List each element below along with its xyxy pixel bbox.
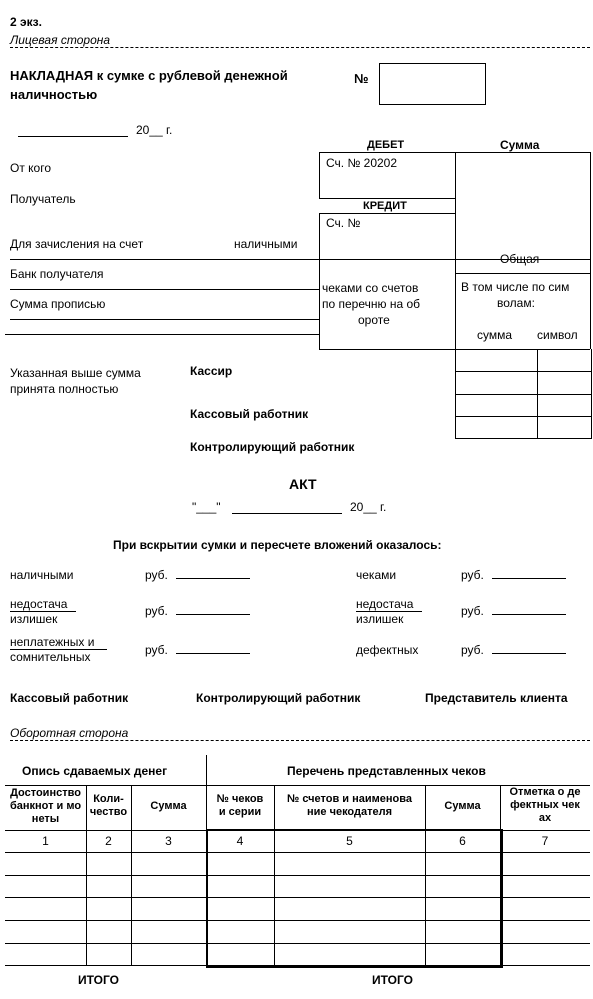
act-rub-1: руб.	[145, 568, 168, 582]
money-inventory-heading: Опись сдаваемых денег	[22, 764, 168, 778]
checks-list-heading: Перечень представленных чеков	[287, 764, 486, 778]
credit-top-line	[319, 213, 455, 214]
title-line2: наличностью	[10, 87, 98, 102]
act-rub-4: руб.	[461, 604, 484, 618]
act-rub-3: руб.	[145, 604, 168, 618]
symbol-row-1	[455, 371, 591, 372]
checks-line3: ороте	[358, 313, 390, 327]
cash-worker-label: Кассовый работник	[190, 407, 309, 421]
table-top-divider	[206, 755, 207, 785]
cashier-label: Кассир	[190, 364, 233, 378]
credit-left	[319, 213, 320, 349]
checks-data-frame	[206, 829, 503, 968]
from-label: От кого	[10, 161, 52, 175]
debit-left	[319, 152, 320, 198]
sum-col-label: сумма	[477, 328, 513, 342]
act-blank-3	[176, 614, 250, 615]
act-blank-6	[492, 653, 566, 654]
act-controller: Контролирующий работник	[196, 691, 361, 705]
amount-label: Сумма	[500, 138, 540, 152]
debit-account: Сч. № 20202	[326, 156, 398, 170]
act-blank-2	[492, 578, 566, 579]
row-line-2	[10, 289, 319, 290]
act-nonpayment: неплатежных и	[10, 635, 95, 649]
title-line1: НАКЛАДНАЯ к сумке с рублевой денежной	[10, 68, 288, 83]
symbol-row-2	[455, 394, 591, 395]
credit-account: Сч. №	[326, 216, 361, 230]
act-title: АКТ	[289, 476, 317, 492]
col-num-2: 2	[105, 834, 112, 848]
row-line-4	[5, 334, 319, 335]
act-defective: дефектных	[356, 643, 419, 657]
total-left: ИТОГО	[78, 973, 119, 987]
act-rub-2: руб.	[461, 568, 484, 582]
incl-line2: волам:	[497, 296, 535, 310]
back-side-label: Оборотная сторона	[10, 726, 132, 740]
total-right: ИТОГО	[372, 973, 413, 987]
act-surplus-1: излишек	[10, 612, 58, 626]
act-date-year: 20__ г.	[350, 500, 387, 514]
amount-words-label: Сумма прописью	[10, 297, 106, 311]
act-surplus-2: излишек	[356, 612, 404, 626]
amount-left	[455, 152, 456, 349]
col-num-1: 1	[42, 834, 49, 848]
act-shortage-1: недостача	[10, 597, 68, 611]
amount-right	[590, 152, 591, 349]
controller-label: Контролирующий работник	[190, 440, 355, 454]
checks-line2: по перечню на об	[322, 297, 421, 311]
incl-line1: В том числе по сим	[461, 280, 570, 294]
act-rub-5: руб.	[145, 643, 168, 657]
accepted-line1: Указанная выше сумма	[10, 366, 141, 380]
number-sign: №	[354, 71, 369, 86]
act-blank-5	[176, 653, 250, 654]
copy-count: 2 экз.	[10, 15, 42, 29]
accepted-line2: принята полностью	[10, 382, 119, 396]
act-date-quote: "___"	[192, 500, 221, 514]
act-cash: наличными	[10, 568, 74, 582]
act-date-blank	[232, 513, 342, 514]
act-heading: При вскрытии сумки и пересчете вложений оказалось:	[113, 538, 442, 552]
act-client-rep: Представитель клиента	[425, 691, 568, 705]
date-blank	[18, 136, 128, 137]
act-checks: чеками	[356, 568, 397, 582]
debit-bottom-line	[319, 198, 455, 199]
cut-line-back	[10, 740, 590, 741]
col-num-6: 6	[459, 834, 466, 848]
col3-header: Сумма	[150, 800, 187, 812]
col6-header: Сумма	[444, 800, 481, 812]
act-shortage-2: недостача	[356, 597, 414, 611]
credit-to-label: Для зачисления на счет	[10, 237, 144, 251]
col2-header: Коли- чество	[89, 793, 128, 818]
col4-header: № чеков и серии	[216, 793, 264, 818]
act-doubtful: сомнительных	[10, 650, 91, 664]
recipient-label: Получатель	[10, 192, 76, 206]
date-year: 20__ г.	[136, 123, 173, 137]
col-div-2	[131, 785, 132, 965]
number-box	[379, 63, 486, 105]
act-rub-6: руб.	[461, 643, 484, 657]
col-num-3: 3	[165, 834, 172, 848]
checks-line1: чеками со счетов	[322, 281, 419, 295]
act-blank-4	[492, 614, 566, 615]
row-line-3	[10, 319, 319, 320]
col-num-5: 5	[346, 834, 353, 848]
act-blank-1	[176, 578, 250, 579]
recipient-bank-label: Банк получателя	[10, 267, 104, 281]
credit-label: КРЕДИТ	[363, 200, 407, 212]
total-label: Общая	[500, 252, 540, 266]
cash-label: наличными	[234, 237, 298, 251]
act-cash-worker: Кассовый работник	[10, 691, 129, 705]
total-bottom-line	[455, 273, 590, 274]
debit-label: ДЕБЕТ	[367, 139, 405, 151]
cut-line	[10, 47, 590, 48]
col5-header: № счетов и наименова ние чекодателя	[287, 793, 412, 818]
symbol-col-label: символ	[537, 328, 578, 342]
front-side-label: Лицевая сторона	[10, 33, 114, 47]
col1-header: Достоинство банкнот и мо неты	[9, 787, 82, 825]
col7-header: Отметка о де фектных чек ах	[509, 786, 581, 824]
col-num-7: 7	[541, 834, 549, 848]
symbol-row-3	[455, 416, 591, 417]
col-num-4: 4	[236, 834, 244, 848]
